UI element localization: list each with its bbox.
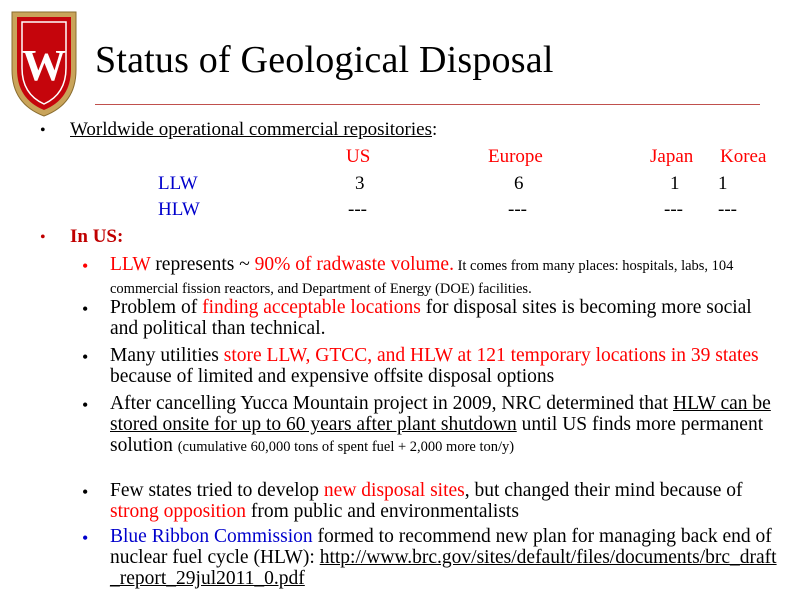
llw-represents: represents ~	[150, 254, 255, 275]
sites-c: , but changed their mind because of	[464, 480, 743, 501]
row-label-llw: LLW	[158, 173, 198, 194]
locations-highlight: finding acceptable locations	[202, 297, 421, 318]
cell-hlw-japan: ---	[664, 199, 683, 220]
yucca-cumulative: (cumulative 60,000 tons of spent fuel + 2,000 more ton/y)	[177, 439, 515, 455]
sites-highlight: new disposal sites	[323, 480, 465, 501]
brc-term: Blue Ribbon Commission	[110, 526, 313, 547]
sub-bullet-icon: •	[82, 395, 89, 415]
sub-bullet-icon: •	[82, 482, 89, 502]
subbullet-new-sites	[110, 480, 780, 522]
cell-llw-japan: 1	[670, 173, 680, 194]
subbullet-brc	[110, 526, 780, 589]
repositories-colon: :	[431, 119, 438, 140]
slide-title: Status of Geological Disposal	[95, 39, 554, 81]
title-divider	[95, 104, 760, 105]
subbullet-yucca	[110, 393, 780, 458]
yucca-a: After cancelling Yucca Mountain project in 2009, NRC determined that	[110, 393, 673, 414]
brc-report-link[interactable]: http://www.brc.gov/sites/default/files/documents/brc_draft_report_29jul2011_0.pdf	[110, 547, 777, 589]
cell-hlw-us: ---	[348, 199, 367, 220]
col-header-japan: Japan	[650, 146, 694, 167]
storage-a: Many utilities	[110, 345, 224, 366]
brc-b: formed to recommend new plan for managing back end of nuclear fuel cycle (HLW):	[110, 526, 772, 568]
sub-bullet-icon: •	[82, 528, 89, 548]
cell-llw-us: 3	[355, 173, 365, 194]
cell-hlw-korea: ---	[718, 199, 737, 220]
llw-percent: 90% of radwaste volume.	[254, 254, 454, 275]
sites-a: Few states tried to develop	[110, 480, 324, 501]
storage-c: because of limited and expensive offsite disposal options	[110, 366, 555, 387]
cell-llw-korea: 1	[718, 173, 728, 194]
col-header-us: US	[346, 146, 371, 167]
locations-c: for disposal sites is becoming more social and political than technical.	[110, 297, 752, 339]
col-header-korea: Korea	[720, 146, 767, 167]
llw-sources: It comes from many places: hospitals, labs, 104 commercial fission reactors, and Department of Energy (DOE) facilities.	[110, 258, 734, 297]
col-header-europe: Europe	[488, 146, 543, 167]
uw-crest-logo	[8, 8, 80, 120]
in-us-heading: In US:	[70, 226, 124, 247]
subbullet-llw-volume	[110, 254, 780, 300]
repositories-label: Worldwide operational commercial repositories	[70, 119, 432, 140]
subbullet-locations	[110, 297, 780, 339]
bullet-repositories	[70, 119, 437, 141]
sub-bullet-icon: •	[82, 299, 89, 319]
crest-letter: W	[22, 41, 66, 90]
bullet-icon: •	[40, 122, 46, 139]
cell-hlw-europe: ---	[508, 199, 527, 220]
sites-e: from public and environmentalists	[245, 501, 519, 522]
row-label-hlw: HLW	[158, 199, 200, 220]
opposition-highlight: strong opposition	[110, 501, 246, 522]
cell-llw-europe: 6	[514, 173, 524, 194]
storage-highlight: store LLW, GTCC, and HLW at 121 temporary locations in 39 states	[223, 345, 759, 366]
sub-bullet-icon: •	[82, 256, 89, 276]
subbullet-temporary-storage	[110, 345, 780, 387]
yucca-underlined: HLW can be stored onsite for up to 60 years after plant shutdown	[110, 393, 771, 435]
llw-term: LLW	[110, 254, 151, 275]
locations-a: Problem of	[110, 297, 203, 318]
sub-bullet-icon: •	[82, 347, 89, 367]
bullet-icon: •	[40, 229, 46, 246]
yucca-c: until US finds more permanent solution	[110, 414, 764, 456]
